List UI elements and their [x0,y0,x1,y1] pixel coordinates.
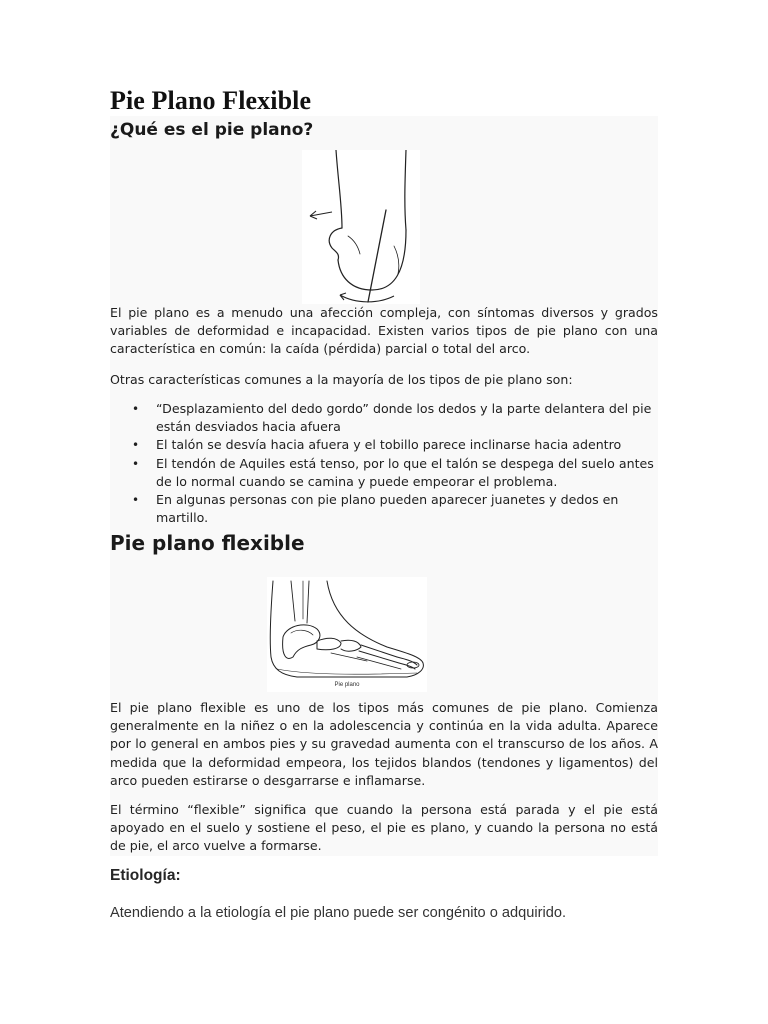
characteristics-intro: Otras características comunes a la mayoría de los tipos de pie plano son: [110,372,573,387]
bullet-icon: • [132,402,140,416]
section-heading-what-is: ¿Qué es el pie plano? [110,120,314,140]
etiology-paragraph: Atendiendo a la etiología el pie plano puede ser congénito o adquirido. [110,905,566,921]
list-item: • “Desplazamiento del dedo gordo” donde los dedos y la parte delantera del pie están desviados hacia afuera [132,401,652,435]
flat-foot-illustration [267,577,427,692]
intro-paragraph: El pie plano es a menudo una afección compleja, con síntomas diversos y grados variables de deformidad e incapacidad. Existen varios tipos de pie plano con una característica en común: la caída (pérdida) parcial o total del arco. [110,305,658,357]
section-heading-flexible: Pie plano flexible [110,531,305,555]
figure-caption: Pie plano [334,682,360,688]
characteristics-list [110,400,658,527]
bullet-icon: • [132,493,140,508]
flexible-description-paragraph: El pie plano flexible es uno de los tipos más comunes de pie plano. Comienza generalmente en la niñez o en la adolescencia y continúa en la vida adulta. Aparece por lo general en ambos pies y su gravedad aumenta con el transcurso de los años. A medida que la deformidad empeora, los tejidos blandos (tendones y ligamentos) del arco pueden estirarse o desgarrarse e inflamarse. [110,700,658,788]
etiology-heading: Etiología: [110,867,181,884]
list-item: • El tendón de Aquiles está tenso, por lo que el talón se despega del suelo antes de lo normal cuando se camina y puede empeorar el problema. [132,455,654,489]
document-title: Pie Plano Flexible [110,86,312,115]
heel-valgus-illustration [302,150,420,304]
list-item: • El talón se desvía hacia afuera y el tobillo parece inclinarse hacia adentro [110,436,658,454]
flexible-term-paragraph: El término “flexible” significa que cuando la persona está parada y el pie está apoyado en el suelo y sostiene el peso, el pie es plano, y cuando la persona no está de pie, el arco vuelve a formarse. [110,802,658,854]
list-item: • En algunas personas con pie plano pueden aparecer juanetes y dedos en martillo. [132,492,619,526]
bullet-icon: • [132,456,140,471]
bullet-icon: • [132,438,140,453]
